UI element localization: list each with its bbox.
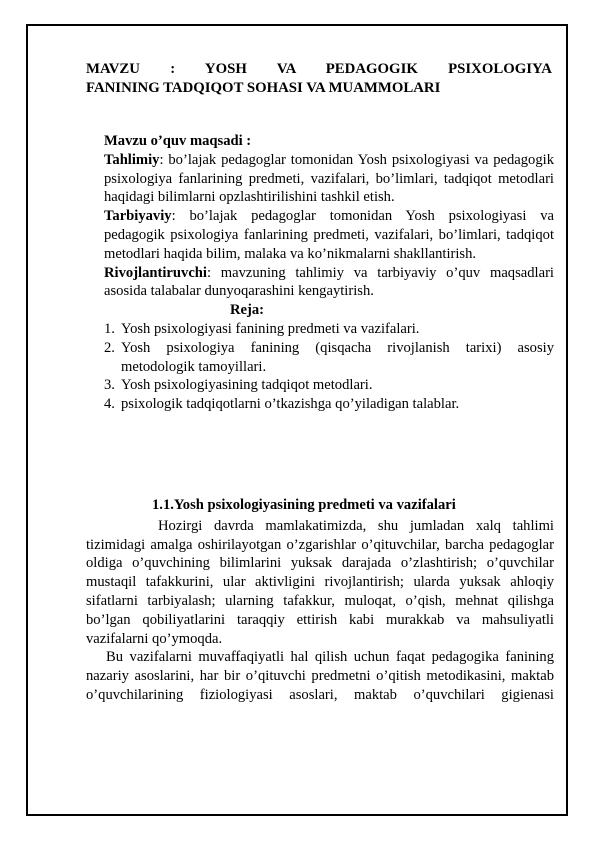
goal-developmental: [104, 264, 554, 302]
list-item: 1. Yosh psixologiyasi fanining predmeti va vazifalari.: [104, 320, 420, 337]
list-item: 3. Yosh psixologiyasining tadqiqot metodlari.: [104, 377, 373, 394]
goals-section: [104, 132, 554, 414]
goal-label: Rivojlantiruvchi: [104, 264, 207, 281]
goal-upbringing: [104, 207, 554, 263]
paragraph: Hozirgi davrda mamlakatimizda, shu jumladan xalq tahlimi tizimidagi amalga oshirilayotgan o’zgarishlar o’qituvchilar, barcha pedagoglar oldiga o’quvchining bilimlarini yuksak darajada o’zlashtirish; o’quvchilar mustaqil tafakkurini, ular aktivligini rivojlantirish; ularda yuksak ahloqiy sifatlarni tarbiyalash; ularning tafakkur, muloqat, o’qish, mehnat qilishga bo’lgan qobiliyatlarini taraqqiy ettirish kabi murakkab va mahsuliyatli vazifalarni qo’ymoqda.: [86, 517, 554, 647]
list-item: 4. psixologik tadqiqotlarni o’tkazishga qo’yiladigan talablar.: [104, 396, 460, 413]
title-line-1: MAVZU : YOSH VA PEDAGOGIK PSIXOLOGIYA: [86, 61, 552, 77]
plan-list: [104, 320, 554, 414]
plan-heading: Reja:: [230, 302, 265, 319]
goal-label: Tarbiyaviy: [104, 208, 172, 225]
document-title: [86, 60, 552, 98]
title-line-2: FANINING TADQIQOT SOHASI VA MUAMMOLARI: [86, 80, 441, 96]
paragraph: Bu vazifalarni muvaffaqiyatli hal qilish uchun faqat pedagogika fanining nazariy asoslarini, har bir o’qituvchi predmetni o’qitish metodikasini, maktab o’quvchilarining fiziologiyasi asoslari, maktab o’quvchilari gigienasi: [86, 649, 554, 703]
goal-label: Tahlimiy: [104, 151, 160, 168]
section-predmet: [86, 496, 554, 705]
goal-text: : bo’lajak pedagoglar tomonidan Yosh psixologiyasi va pedagogik psixologiya fanlarining predmeti, vazifalari, bo’limlari, tadqiqot metodlari haqidagi bilimlarni opzlashtirilishini tashkil etish.: [104, 151, 554, 206]
goals-heading: Mavzu o’quv maqsadi :: [104, 133, 252, 149]
goal-educational: [104, 151, 554, 207]
goal-text: : bo’lajak pedagoglar tomonidan Yosh psixologiyasi va pedagogik psixologiya fanlarining predmeti, vazifalari, bo’limlari, tadqiqot metodlari haqida bilim, malaka va ko’nikmalarni shakllantirish.: [104, 208, 554, 262]
goal-text: : mavzuning tahlimiy va tarbiyaviy o’quv maqsadlari asosida talabalar dunyoqarashini kengaytirish.: [104, 264, 554, 300]
section-heading: 1.1.Yosh psixologiyasining predmeti va vazifalari: [152, 497, 456, 513]
list-item: 2. Yosh psixologiya fanining (qisqacha rivojlanish tarixi) asosiy metodologik tamoyillari.: [104, 339, 554, 375]
